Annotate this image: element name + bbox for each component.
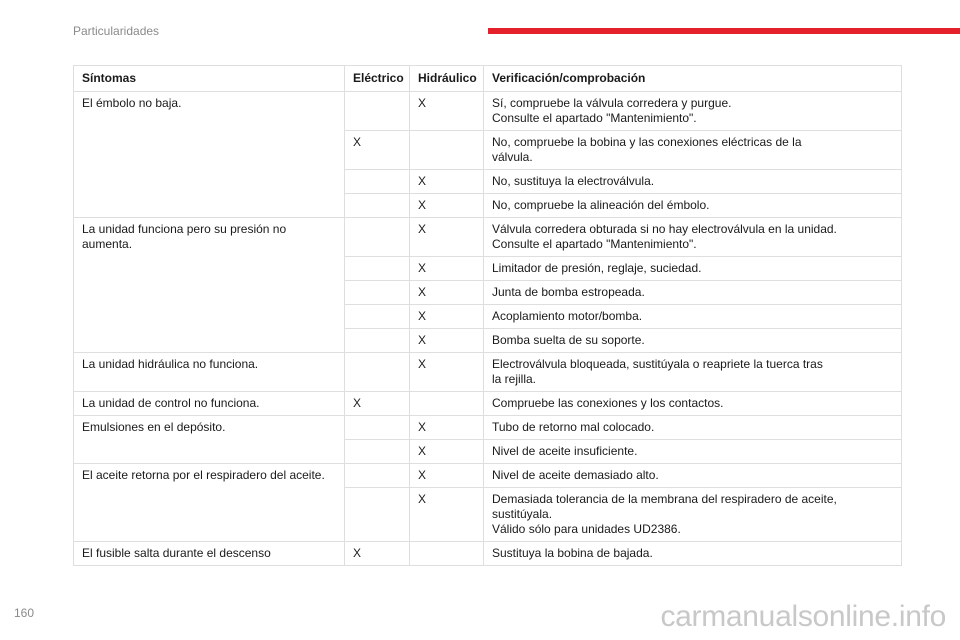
check-text-line: Nivel de aceite insuficiente. — [492, 444, 638, 458]
check-text-line: No, compruebe la alineación del émbolo. — [492, 198, 710, 212]
hydraulic-cell: X — [410, 257, 484, 281]
check-text-line: Demasiada tolerancia de la membrana del respiradero de aceite, — [492, 492, 837, 506]
check-cell — [484, 464, 902, 488]
check-cell — [484, 329, 902, 353]
table-row — [74, 416, 902, 440]
electric-cell — [345, 257, 410, 281]
check-cell — [484, 257, 902, 281]
table-row — [74, 392, 902, 416]
check-text-line: Limitador de presión, reglaje, suciedad. — [492, 261, 702, 275]
troubleshooting-table — [73, 65, 902, 566]
check-text-line: Sustituya la bobina de bajada. — [492, 546, 653, 560]
check-text-line: Junta de bomba estropeada. — [492, 285, 645, 299]
hydraulic-cell: X — [410, 281, 484, 305]
check-text-line: Acoplamiento motor/bomba. — [492, 309, 643, 323]
table-row — [74, 92, 902, 131]
check-text-line: Válido sólo para unidades UD2386. — [492, 522, 681, 536]
hydraulic-cell: X — [410, 440, 484, 464]
electric-cell — [345, 464, 410, 488]
table-row — [74, 218, 902, 257]
check-text-line: Compruebe las conexiones y los contactos. — [492, 396, 724, 410]
electric-cell — [345, 329, 410, 353]
header-symptoms: Síntomas — [74, 66, 345, 92]
electric-cell — [345, 218, 410, 257]
table-row — [74, 353, 902, 392]
check-cell — [484, 416, 902, 440]
header-hydraulic: Hidráulico — [410, 66, 484, 92]
section-title: Particularidades — [73, 24, 160, 38]
header-check: Verificación/comprobación — [484, 66, 902, 92]
check-text-line: válvula. — [492, 150, 533, 164]
symptom-cell: El fusible salta durante el descenso — [74, 542, 345, 566]
table-body — [74, 92, 902, 566]
header-electric: Eléctrico — [345, 66, 410, 92]
symptom-cell: El aceite retorna por el respiradero del aceite. — [74, 464, 345, 542]
check-text-line: Consulte el apartado "Mantenimiento". — [492, 111, 697, 125]
electric-cell — [345, 440, 410, 464]
hydraulic-cell: X — [410, 92, 484, 131]
electric-cell — [345, 305, 410, 329]
hydraulic-cell: X — [410, 305, 484, 329]
hydraulic-cell: X — [410, 353, 484, 392]
hydraulic-cell: X — [410, 194, 484, 218]
electric-cell — [345, 281, 410, 305]
check-text-line: No, sustituya la electroválvula. — [492, 174, 655, 188]
table-row — [74, 542, 902, 566]
symptom-cell: La unidad de control no funciona. — [74, 392, 345, 416]
hydraulic-cell: X — [410, 329, 484, 353]
hydraulic-cell — [410, 131, 484, 170]
check-cell — [484, 392, 902, 416]
hydraulic-cell: X — [410, 464, 484, 488]
hydraulic-cell — [410, 542, 484, 566]
electric-cell: X — [345, 131, 410, 170]
check-text-line: Válvula corredera obturada si no hay electroválvula en la unidad. — [492, 222, 837, 236]
check-text-line: Bomba suelta de su soporte. — [492, 333, 645, 347]
check-cell — [484, 92, 902, 131]
electric-cell — [345, 194, 410, 218]
check-text-line: Sí, compruebe la válvula corredera y purgue. — [492, 96, 732, 110]
electric-cell — [345, 488, 410, 542]
header-accent-bar — [488, 28, 960, 34]
check-text-line: No, compruebe la bobina y las conexiones eléctricas de la — [492, 135, 802, 149]
check-text-line: Nivel de aceite demasiado alto. — [492, 468, 659, 482]
table-header-row — [74, 66, 902, 92]
symptom-cell: La unidad funciona pero su presión no aumenta. — [74, 218, 345, 353]
symptom-cell: La unidad hidráulica no funciona. — [74, 353, 345, 392]
electric-cell — [345, 416, 410, 440]
check-cell — [484, 281, 902, 305]
page-number: 160 — [14, 606, 35, 620]
hydraulic-cell: X — [410, 416, 484, 440]
symptom-cell: El émbolo no baja. — [74, 92, 345, 218]
electric-cell — [345, 353, 410, 392]
hydraulic-cell: X — [410, 170, 484, 194]
check-cell — [484, 542, 902, 566]
hydraulic-cell: X — [410, 488, 484, 542]
electric-cell: X — [345, 542, 410, 566]
check-cell — [484, 131, 902, 170]
symptom-cell: Emulsiones en el depósito. — [74, 416, 345, 464]
check-cell — [484, 305, 902, 329]
check-cell — [484, 440, 902, 464]
table-row — [74, 464, 902, 488]
check-text-line: la rejilla. — [492, 372, 537, 386]
electric-cell: X — [345, 392, 410, 416]
watermark: carmanualsonline.info — [660, 600, 946, 633]
check-text-line: Consulte el apartado "Mantenimiento". — [492, 237, 697, 251]
check-text-line: Electroválvula bloqueada, sustitúyala o reapriete la tuerca tras — [492, 357, 823, 371]
hydraulic-cell: X — [410, 218, 484, 257]
hydraulic-cell — [410, 392, 484, 416]
electric-cell — [345, 92, 410, 131]
check-cell — [484, 488, 902, 542]
check-text-line: sustitúyala. — [492, 507, 553, 521]
check-cell — [484, 194, 902, 218]
check-cell — [484, 353, 902, 392]
check-cell — [484, 218, 902, 257]
check-cell — [484, 170, 902, 194]
electric-cell — [345, 170, 410, 194]
check-text-line: Tubo de retorno mal colocado. — [492, 420, 655, 434]
